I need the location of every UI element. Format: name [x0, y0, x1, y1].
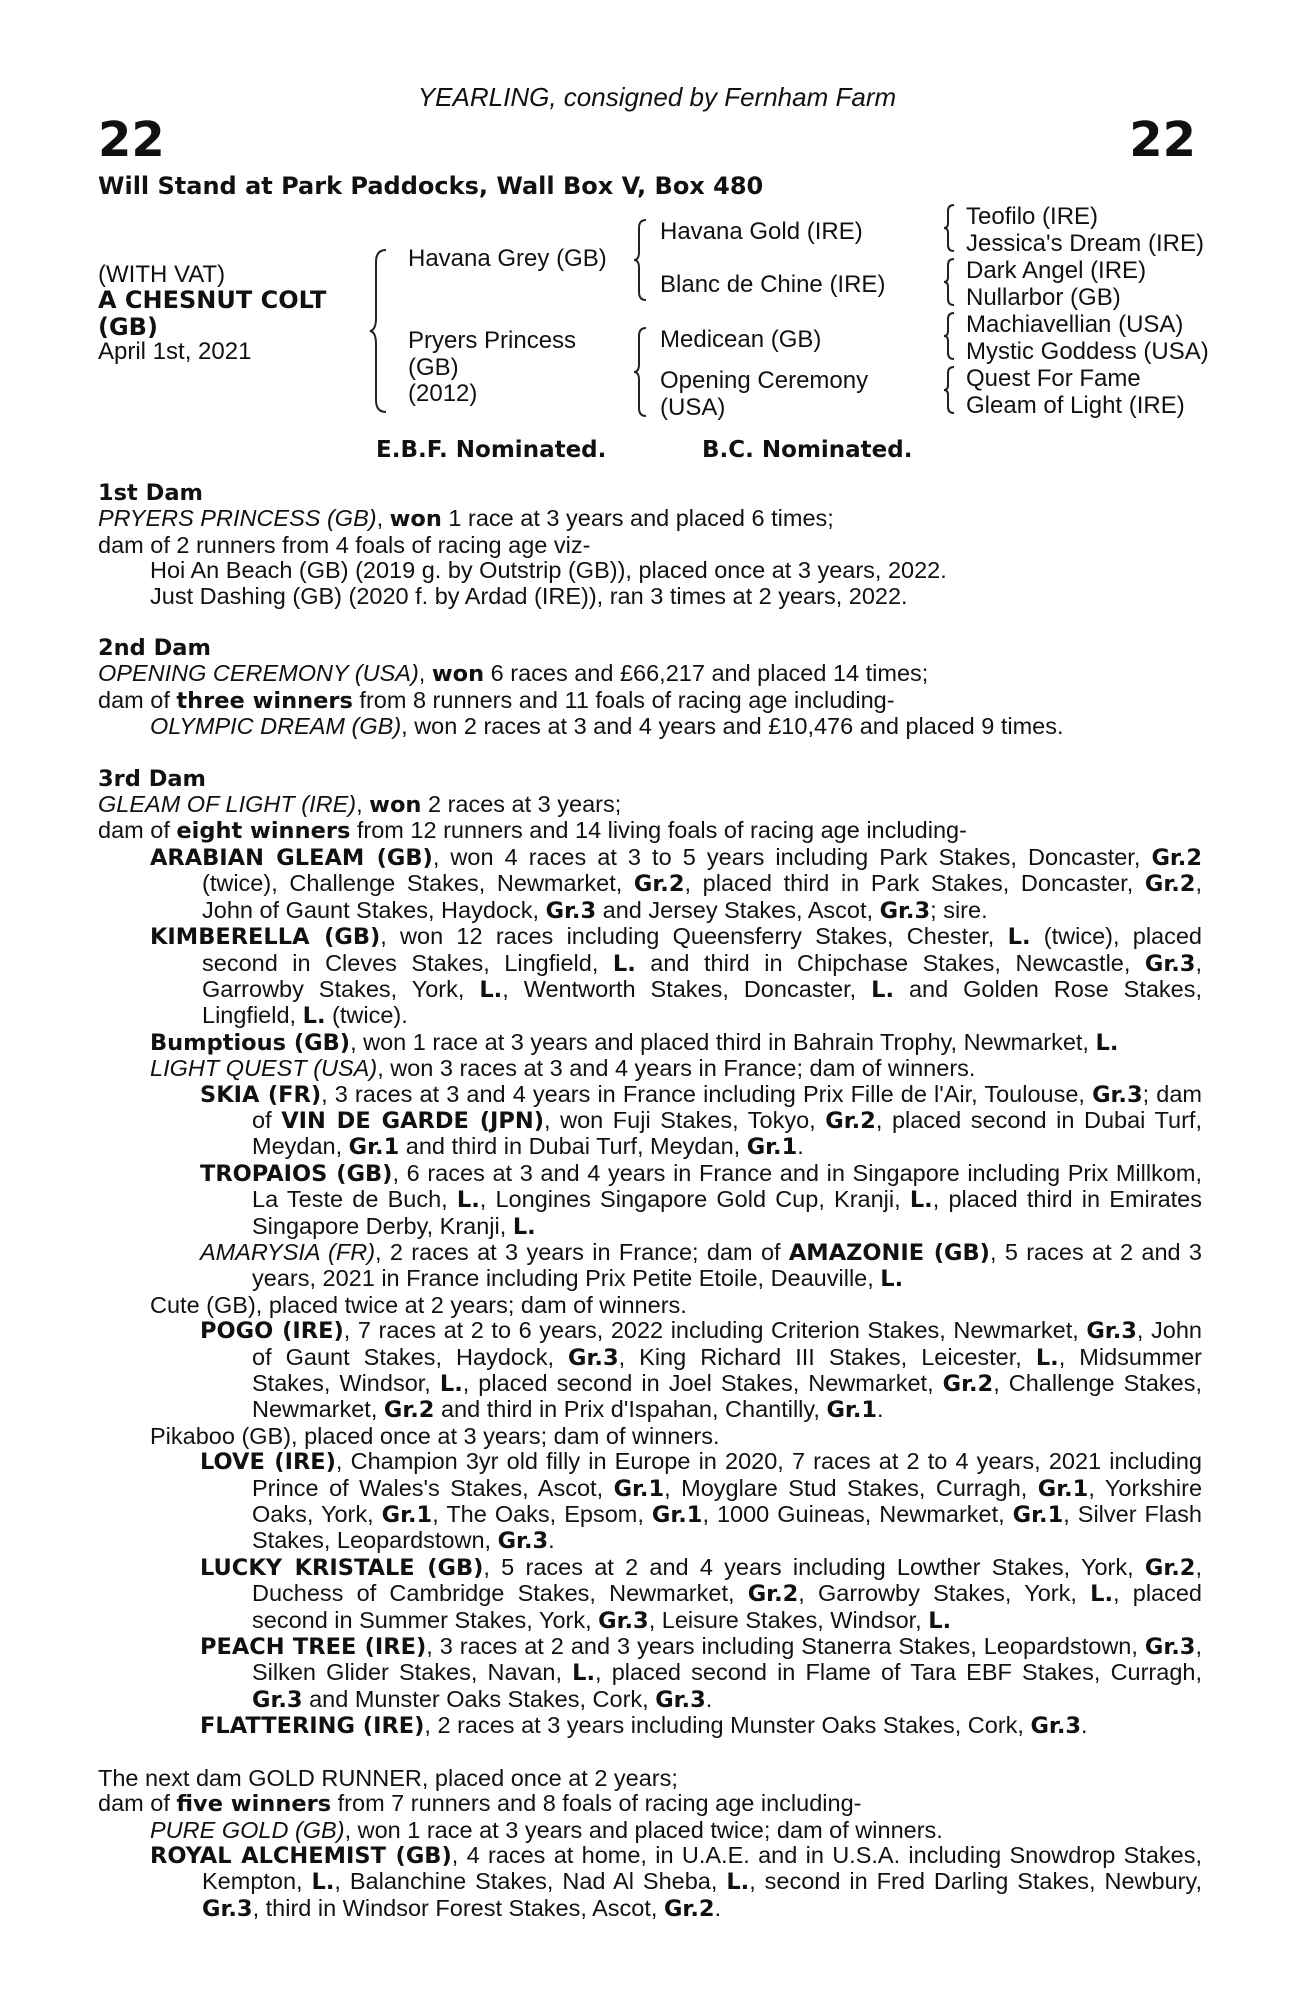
pedigree-brace-g1 [942, 203, 958, 253]
produce-entry: Pikaboo (GB), placed once at 3 years; dam of winners. [150, 1422, 720, 1449]
second-dam-record: OPENING CEREMONY (USA), won 6 races and £66,217 and placed 14 times; [98, 660, 929, 688]
grandsire-7: Quest For Fame [966, 365, 1141, 392]
pedigree-brace-main [368, 248, 390, 414]
dam-sire: Medicean (GB) [660, 326, 822, 353]
dam-name-line2: (GB) [408, 354, 459, 381]
produce-entry: Bumptious (GB), won 1 race at 3 years and placed third in Bahrain Trophy, Newmarket, L. [150, 1028, 1119, 1056]
third-dam-record: GLEAM OF LIGHT (IRE), won 2 races at 3 years; [98, 791, 622, 819]
sire-name: Havana Grey (GB) [408, 245, 607, 272]
second-dam-offspring: OLYMPIC DREAM (GB), won 2 races at 3 and 4 years and £10,476 and placed 9 times. [150, 713, 1064, 740]
pedigree-brace-dam [632, 326, 650, 418]
produce-entry: FLATTERING (IRE), 2 races at 3 years including Munster Oaks Stakes, Cork, Gr.3. [200, 1712, 1088, 1740]
first-dam-offspring: Hoi An Beach (GB) (2019 g. by Outstrip (GB)), placed once at 3 years, 2022. [150, 557, 947, 584]
first-dam-record: PRYERS PRINCESS (GB), won 1 race at 3 years and placed 6 times; [98, 505, 834, 533]
horse-name: A CHESNUT COLT [98, 286, 327, 314]
next-dam-summary: dam of five winners from 7 runners and 8 foals of racing age including- [98, 1790, 862, 1818]
catalogue-body [98, 480, 1202, 1922]
grandsire-5: Machiavellian (USA) [966, 311, 1184, 338]
sire-dam: Blanc de Chine (IRE) [660, 271, 886, 298]
produce-entry: ROYAL ALCHEMIST (GB), 4 races at home, in U.A.E. and in U.S.A. including Snowdrop Stakes, Kempton, L., Balanchine Stakes, Nad Al Sheba, L., second in Fred Darling Stakes, Newbury, Gr.3, third in Windsor Forest Stakes, Ascot, Gr.2. [150, 1841, 1202, 1922]
pedigree-brace-g2 [942, 257, 958, 307]
horse-dob: April 1st, 2021 [98, 338, 252, 365]
dam-name-line1: Pryers Princess [408, 327, 577, 354]
granddam-6: Mystic Goddess (USA) [966, 338, 1209, 365]
produce-entry: PEACH TREE (IRE), 3 races at 2 and 3 years including Stanerra Stakes, Leopardstown, Gr.3, Silken Glider Stakes, Navan, L., placed second in Flame of Tara EBF Stakes, Curragh, Gr.3 and Munster Oaks Stakes, Cork, Gr.3. [200, 1633, 1202, 1713]
next-dam-offspring: PURE GOLD (GB), won 1 race at 3 years and placed twice; dam of winners. [150, 1816, 943, 1843]
vat-label: (WITH VAT) [98, 261, 226, 288]
first-dam-summary: dam of 2 runners from 4 foals of racing age viz- [98, 531, 591, 558]
bc-nominated: B.C. Nominated. [702, 437, 913, 463]
grandsire-3: Dark Angel (IRE) [966, 257, 1147, 284]
first-dam-heading: 1st Dam [98, 480, 203, 506]
consignment-header: YEARLING, consigned by Fernham Farm [417, 82, 897, 112]
produce-entry: KIMBERELLA (GB), won 12 races including Queensferry Stakes, Chester, L. (twice), placed second in Cleves Stakes, Lingfield, L. and third in Chipchase Stakes, Newcastle, Gr.3, Garrowby Stakes, York, L., Wentworth Stakes, Doncaster, L. and Golden Rose Stakes, Lingfield, L. (twice). [150, 923, 1203, 1030]
dam-dam-line2: (USA) [660, 394, 726, 421]
produce-entry: POGO (IRE), 7 races at 2 to 6 years, 2022 including Criterion Stakes, Newmarket, Gr.3, John of Gaunt Stakes, Haydock, Gr.3, King Richard III Stakes, Leicester, L., Midsummer Stakes, Windsor, L., placed second in Joel Stakes, Newmarket, Gr.2, Challenge Stakes, Newmarket, Gr.2 and third in Prix d'Ispahan, Chantilly, Gr.1. [200, 1317, 1203, 1424]
lot-number-right: 22 [1129, 112, 1196, 168]
produce-entry: AMARYSIA (FR), 2 races at 3 years in France; dam of AMAZONIE (GB), 5 races at 2 and 3 years, 2021 in France including Prix Petite Etoile, Deauville, L. [200, 1238, 1202, 1293]
dam-name-line3: (2012) [408, 380, 478, 407]
dam-dam-line1: Opening Ceremony [660, 367, 869, 394]
produce-entry: ARABIAN GLEAM (GB), won 4 races at 3 to 5 years including Park Stakes, Doncaster, Gr.2 (twice), Challenge Stakes, Newmarket, Gr.2, placed third in Park Stakes, Doncaster, Gr.2, John of Gaunt Stakes, Haydock, Gr.3 and Jersey Stakes, Ascot, Gr.3; sire. [150, 843, 1202, 924]
pedigree-brace-g3 [942, 311, 958, 361]
produce-entry: Cute (GB), placed twice at 2 years; dam of winners. [150, 1291, 687, 1318]
second-dam-heading: 2nd Dam [98, 635, 211, 662]
first-dam-offspring: Just Dashing (GB) (2020 f. by Ardad (IRE)), ran 3 times at 2 years, 2022. [150, 582, 908, 609]
next-dam-line: The next dam GOLD RUNNER, placed once at 2 years; [98, 1764, 678, 1791]
produce-entry: LOVE (IRE), Champion 3yr old filly in Europe in 2020, 7 races at 2 to 4 years, 2021 including Prince of Wales's Stakes, Ascot, Gr.1, Moyglare Stud Stakes, Curragh, Gr.1, Yorkshire Oaks, York, Gr.1, The Oaks, Epsom, Gr.1, 1000 Guineas, Newmarket, Gr.1, Silver Flash Stakes, Leopardstown, Gr.3. [200, 1448, 1203, 1555]
third-dam-summary: dam of eight winners from 12 runners and 14 living foals of racing age including- [98, 817, 967, 845]
second-dam-summary: dam of three winners from 8 runners and 11 foals of racing age including- [98, 686, 895, 714]
grandsire-1: Teofilo (IRE) [966, 203, 1099, 230]
produce-entry: LIGHT QUEST (USA), won 3 races at 3 and 4 years in France; dam of winners. [150, 1055, 976, 1082]
pedigree-brace-g4 [942, 365, 958, 415]
stand-location: Will Stand at Park Paddocks, Wall Box V, Box 480 [98, 172, 764, 200]
granddam-8: Gleam of Light (IRE) [966, 392, 1185, 419]
ebf-nominated: E.B.F. Nominated. [376, 437, 607, 463]
lot-number-left: 22 [98, 112, 165, 168]
produce-entry: SKIA (FR), 3 races at 3 and 4 years in France including Prix Fille de l'Air, Toulouse, Gr.3; dam of VIN DE GARDE (JPN), won Fuji Stakes, Tokyo, Gr.2, placed second in Dubai Turf, Meydan, Gr.1 and third in Dubai Turf, Meydan, Gr.1. [200, 1080, 1202, 1161]
horse-country: (GB) [98, 313, 158, 341]
sire-sire: Havana Gold (IRE) [660, 218, 863, 245]
produce-entry: LUCKY KRISTALE (GB), 5 races at 2 and 4 years including Lowther Stakes, York, Gr.2, Duchess of Cambridge Stakes, Newmarket, Gr.2, Garrowby Stakes, York, L., placed second in Summer Stakes, York, Gr.3, Leisure Stakes, Windsor, L. [200, 1553, 1202, 1634]
granddam-4: Nullarbor (GB) [966, 284, 1121, 311]
third-dam-heading: 3rd Dam [98, 765, 206, 792]
produce-entry: TROPAIOS (GB), 6 races at 3 and 4 years in France and in Singapore including Prix Millkom, La Teste de Buch, L., Longines Singapore Gold Cup, Kranji, L., placed third in Emirates Singapore Derby, Kranji, L. [200, 1159, 1202, 1240]
granddam-2: Jessica's Dream (IRE) [966, 230, 1204, 257]
pedigree-brace-sire [632, 218, 650, 302]
